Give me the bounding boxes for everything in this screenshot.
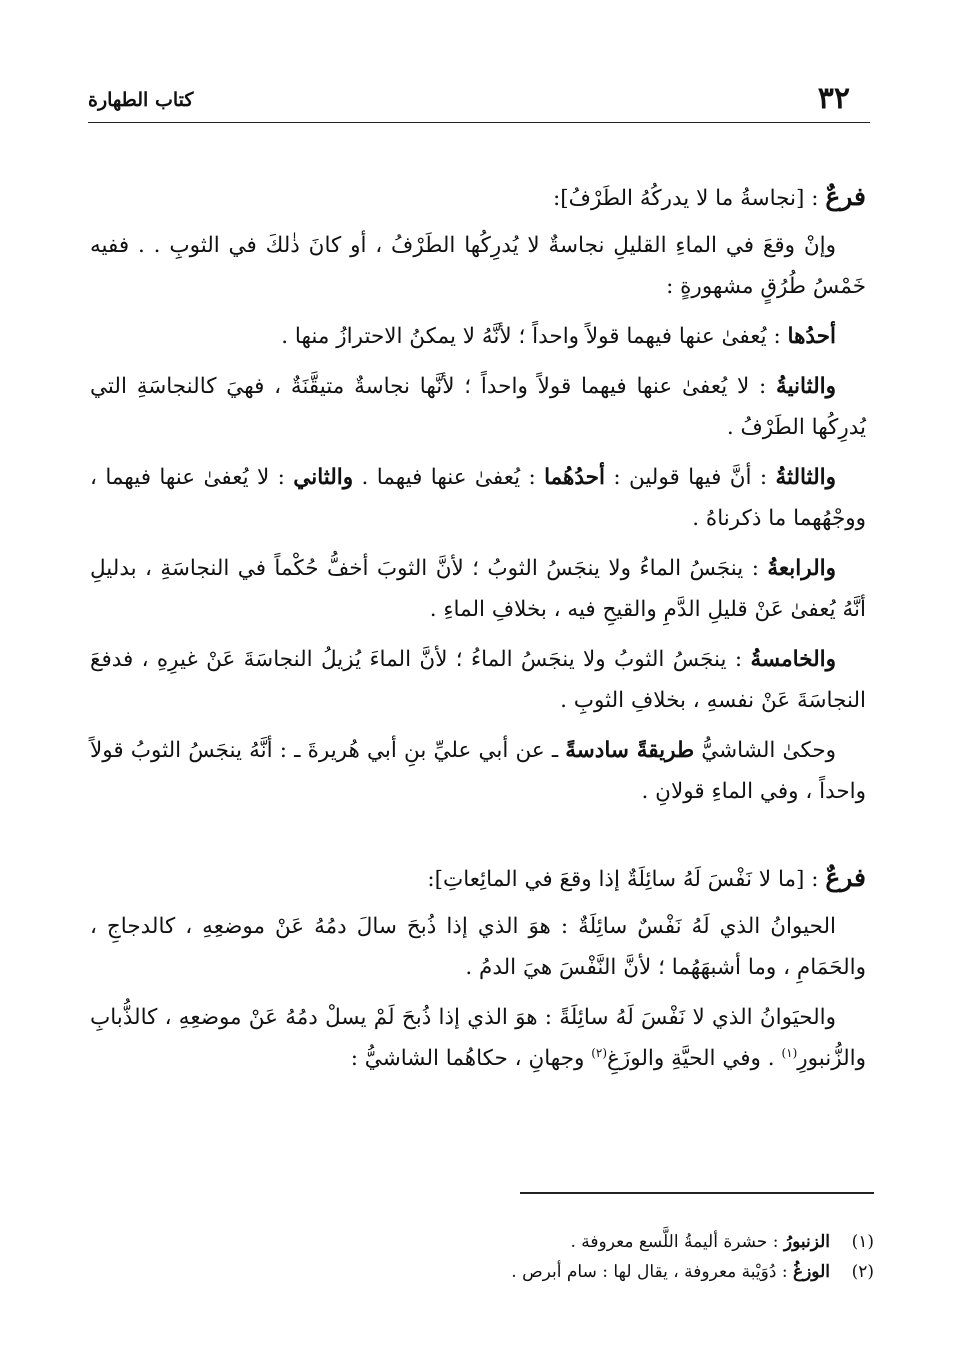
way-text: : ينجَسُ الثوبُ ولا ينجَسُ الماءُ ؛ لأنَّ الماءَ يُزيلُ النجاسَةَ عَنْ غيرِهِ ، فدفعَ النجاسَةَ عَنْ نفسهِ ، بخلافِ الثوبِ . [90,647,866,713]
way-text-part: : يُعفىٰ عنها فيهما . [353,465,545,490]
paragraph-way-2 [90,366,866,448]
closing-term: طريقةً سادسةً [565,738,695,763]
way-text: : يُعفىٰ عنها فيهما قولاً واحداً ؛ لأنَّهُ لا يمكنُ الاحترازُ منها . [281,324,788,349]
way-text-part: : لا يُعفىٰ عنها فيهما ، ووجْهُهما ما ذكرناهُ . [90,465,866,531]
text-segment: وجهانِ ، حكاهُما الشاشيُّ : [350,1046,592,1071]
footnote-number: (١) [851,1232,874,1252]
paragraph-animal-with-blood: الحيوانُ الذي لَهُ نَفْسٌ سائِلَةٌ : هوَ الذي إذا ذُبحَ سالَ دمُهُ عَنْ موضعِهِ ، كالدجاجِ ، والحَمَامِ ، وما أشبهَهُما ؛ لأنَّ النَّفْسَ هيَ الدمُ . [90,914,866,980]
paragraph-way-4 [90,548,866,630]
footnote-divider [520,1192,874,1194]
footnote-reference-1[interactable]: (١) [781,1045,798,1060]
footnote-2 [98,1257,874,1287]
main-text [90,176,866,1088]
section-heading-keyword: فرعٌ [825,182,866,211]
way-subterm: أحدُهُما [544,465,605,490]
footnote-reference-2[interactable]: (٢) [591,1045,608,1060]
way-label: أحدُها [787,324,836,349]
closing-text: ـ عن أبي عليِّ بنِ أبي هُريرةَ ـ : أنَّهُ ينجَسُ الثوبُ قولاً واحداً ، وفي الماءِ قولانِ . [90,738,866,804]
paragraph-way-3 [90,457,866,539]
paragraph-animal-without-blood [90,997,866,1079]
way-label: والثانيةُ [776,374,836,399]
paragraph-sixth-way [90,730,866,812]
paragraph-way-5 [90,639,866,721]
section-heading-no-flowing-blood [90,857,866,900]
closing-text: وحكىٰ الشاشيُّ [694,738,836,763]
way-text-part: : أنَّ فيها قولين : [604,465,776,490]
way-text: : لا يُعفىٰ عنها فيهما قولاً واحداً ؛ لأنَّها نجاسةٌ متيقَّنَةٌ ، فهيَ كالنجاسَةِ التي يُدرِكُها الطَرْفُ . [90,374,866,440]
way-subterm: والثاني [293,465,354,490]
way-text: : ينجَسُ الماءُ ولا ينجَسُ الثوبُ ؛ لأنَّ الثوبَ أخفُّ حُكْماً في النجاسَةِ ، بدليلِ أنَّهُ يُعفىٰ عَنْ قليلِ الدَّمِ والقيحِ فيه ، بخلافِ الماءِ . [90,556,866,622]
footnote-term: الوزغُ [792,1262,830,1282]
text-segment: والحيَوانُ الذي لا نَفْسَ لَهُ سائِلَةً : هوَ الذي إذا ذُبحَ لَمْ يسلْ دمُهُ عَنْ موضعِهِ ، كالذُّبابِ والزُّنبورِ [90,1005,866,1071]
section-heading-title: : [نجاسةُ ما لا يدركُهُ الطَرْفُ]: [553,186,826,211]
section-heading-impurity-unseen [90,176,866,219]
section-heading-title: : [ما لا نَفْسَ لَهُ سائِلَةٌ إذا وقعَ في المائِعاتِ]: [427,867,826,892]
footnotes [98,1227,874,1287]
book-title: كتاب الطهارة [88,89,194,111]
section-heading-keyword: فرعٌ [825,863,866,892]
page-number: ٣٢ [817,81,850,116]
footnote-text: : دُوَيْبة معروفة ، يقال لها : سام أبرص . [511,1262,793,1282]
way-label: والرابعةُ [767,556,836,581]
footnote-text: : حشرة أليمةُ اللَّسع معروفة . [570,1232,784,1252]
paragraph-intro: وإنْ وقعَ في الماءِ القليلِ نجاسةٌ لا يُدرِكُها الطَرْفُ ، أو كانَ ذٰلكَ في الثوبِ . . ففيه خَمْسُ طُرُقٍ مشهورةٍ : [90,233,866,299]
way-label: والخامسةُ [750,647,836,672]
section-divider-space [90,821,866,857]
footnote-term: الزنبورُ [783,1232,830,1252]
running-header [88,82,870,123]
text-segment: . وفي الحيَّةِ والوزَغِ [607,1046,782,1071]
way-label: والثالثةُ [775,465,836,490]
footnote-number: (٢) [851,1262,874,1282]
paragraph-way-1 [90,316,866,357]
footnote-1 [98,1227,874,1257]
